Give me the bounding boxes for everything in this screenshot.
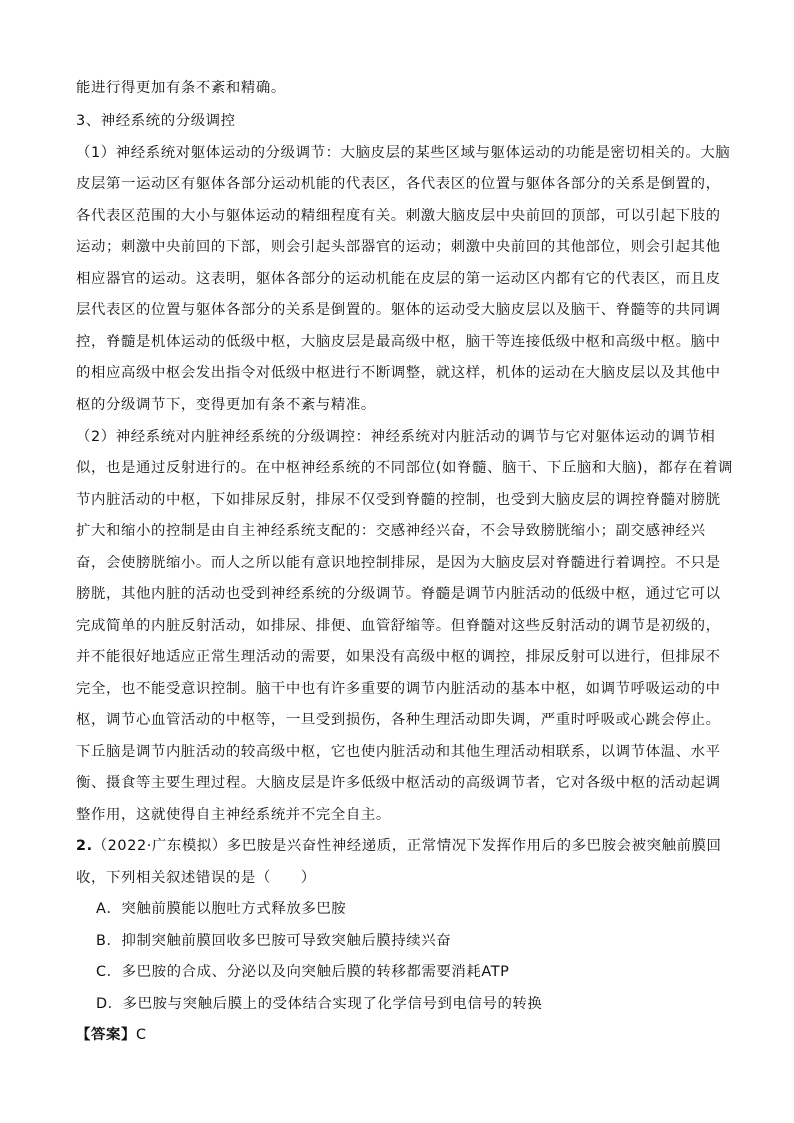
text-line: （1）神经系统对躯体运动的分级调节：大脑皮层的某些区域与躯体运动的功能是密切相关的。大脑	[76, 145, 731, 161]
text-line: 枢的分级调节下，变得更加有条不紊与精准。	[76, 397, 376, 413]
text-line: 膀胱，其他内脏的活动也受到神经系统的分级调节。脊髓是调节内脏活动的低级中枢，通过它可以	[76, 586, 721, 602]
answer-value: C	[135, 1027, 147, 1043]
text-line: 似，也是通过反射进行的。在中枢神经系统的不同部位(如脊髓、脑干、下丘脑和大脑)，都存在着调	[76, 460, 734, 476]
text-line: 能进行得更加有条不紊和精确。	[76, 80, 286, 96]
text-line: 衡、摄食等主要生理过程。大脑皮层是许多低级中枢活动的高级调节者，它对各级中枢的活动起调	[76, 775, 721, 791]
text-line: 完成简单的内脏反射活动，如排尿、排便、血管舒缩等。但脊髓对这些反射活动的调节是初级的，	[76, 618, 721, 634]
text-line: 相应器官的运动。这表明，躯体各部分的运动机能在皮层的第一运动区内都有它的代表区，而且皮	[76, 271, 721, 287]
text-line: 的相应高级中枢会发出指令对低级中枢进行不断调整，就这样，机体的运动在大脑皮层以及其他中	[76, 365, 721, 381]
question-number: 2.	[76, 838, 93, 854]
question-stem	[76, 836, 722, 856]
text-line: 扩大和缩小的控制是由自主神经系统支配的：交感神经兴奋，不会导致膀胱缩小；副交感神经兴	[76, 523, 706, 539]
text-line: 下丘脑是调节内脏活动的较高级中枢，它也使内脏活动和其他生理活动相联系，以调节体温、水平	[76, 744, 721, 760]
answer-label: 【答案】	[76, 1027, 136, 1043]
text-line: 控，脊髓是机体运动的低级中枢，大脑皮层是最高级中枢，脑干等连接低级中枢和高级中枢。脑中	[76, 334, 721, 350]
text-line: 各代表区范围的大小与躯体运动的精细程度有关。刺激大脑皮层中央前回的顶部，可以引起下肢的	[76, 208, 721, 224]
text-line: 奋，会使膀胱缩小。而人之所以能有意识地控制排尿，是因为大脑皮层对脊髓进行着调控。不只是	[76, 555, 721, 571]
text-line: 运动；刺激中央前回的下部，则会引起头部器官的运动；刺激中央前回的其他部位，则会引起其他	[76, 239, 721, 255]
text-line: 节内脏活动的中枢，下如排尿反射，排尿不仅受到脊髓的控制，也受到大脑皮层的调控脊髓对膀胱	[76, 492, 721, 508]
answer-line	[76, 1025, 147, 1045]
option-a: A．突触前膜能以胞吐方式释放多巴胺	[96, 901, 347, 917]
text-line: （2）神经系统对内脏神经系统的分级调控：神经系统对内脏活动的调节与它对躯体运动的调节相	[76, 429, 716, 445]
question-stem-text: 多巴胺是兴奋性神经递质，正常情况下发挥作用后的多巴胺会被突触前膜回	[226, 838, 722, 854]
text-line: 并不能很好地适应正常生理活动的需要，如果没有高级中枢的调控，排尿反射可以进行，但排尿不	[76, 649, 721, 665]
section-heading: 3、神经系统的分级调控	[76, 113, 236, 129]
text-line: 整作用，这就使得自主神经系统并不完全自主。	[76, 807, 391, 823]
text-line: 完全，也不能受意识控制。脑干中也有许多重要的调节内脏活动的基本中枢，如调节呼吸运动的中	[76, 681, 721, 697]
text-line: 枢，调节心血管活动的中枢等，一旦受到损伤，各种生理活动即失调，严重时呼吸或心跳会停止。	[76, 712, 721, 728]
option-d: D．多巴胺与突触后膜上的受体结合实现了化学信号到电信号的转换	[96, 996, 543, 1012]
option-b: B．抑制突触前膜回收多巴胺可导致突触后膜持续兴奋	[96, 933, 452, 949]
question-source: （2022·广东模拟）	[92, 838, 227, 854]
text-line: 层代表区的位置与躯体各部分的关系是倒置的。躯体的运动受大脑皮层以及脑干、脊髓等的共同调	[76, 302, 721, 318]
question-stem-continued: 收，下列相关叙述错误的是（ ）	[76, 870, 316, 886]
text-line: 皮层第一运动区有躯体各部分运动机能的代表区，各代表区的位置与躯体各部分的关系是倒置的，	[76, 176, 721, 192]
option-c: C．多巴胺的合成、分泌以及向突触后膜的转移都需要消耗ATP	[96, 964, 510, 980]
